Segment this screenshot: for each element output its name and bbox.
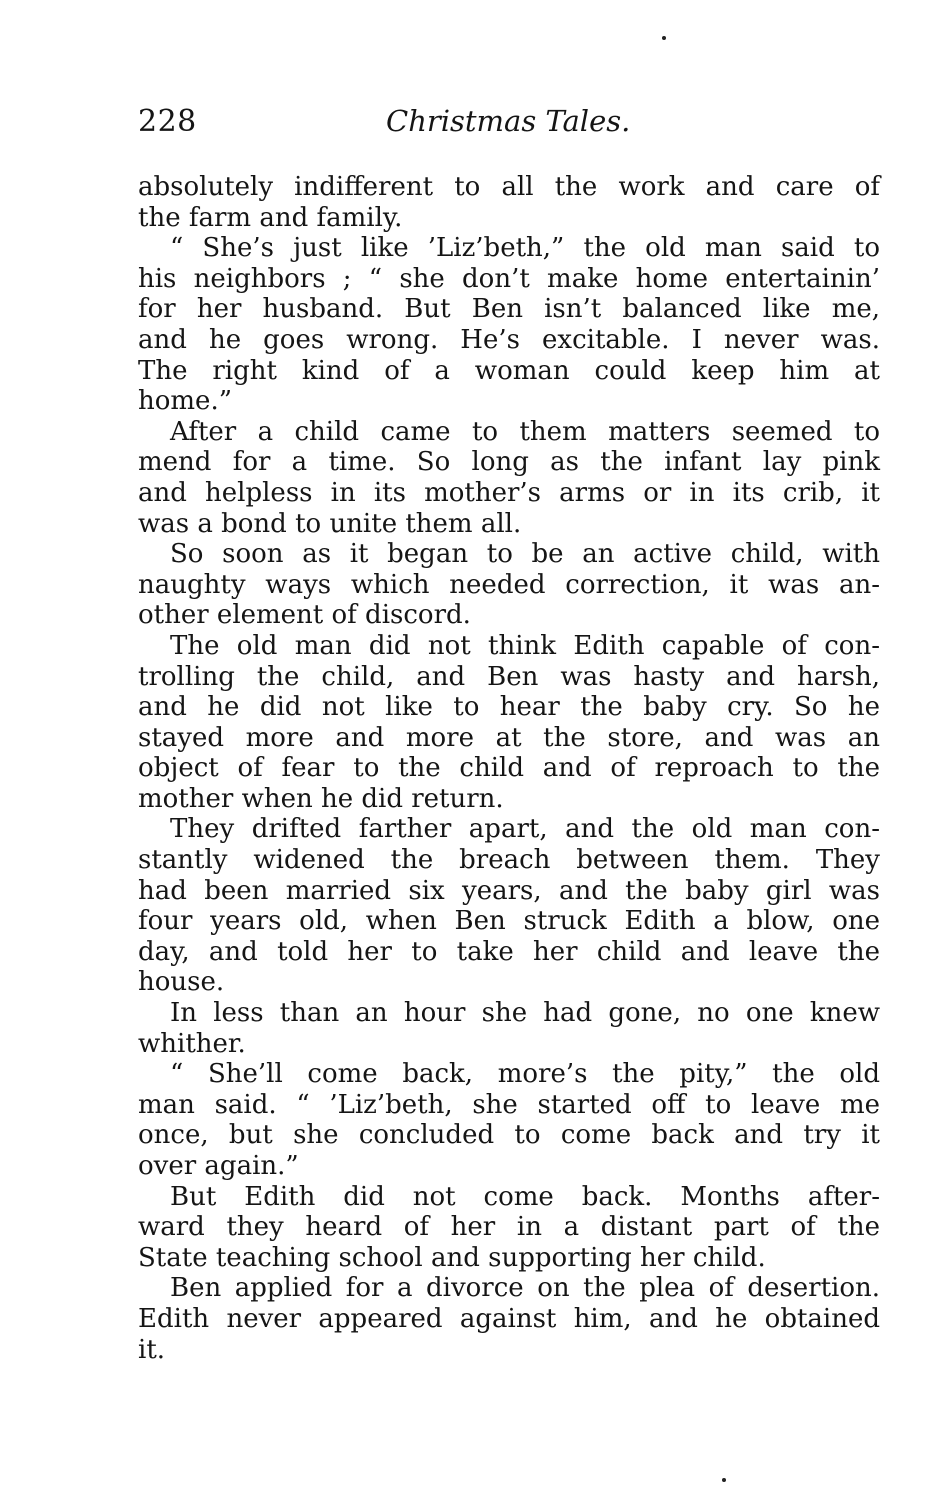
page-header: [138, 104, 878, 154]
text-line: They drifted farther apart, and the old man con-: [170, 814, 880, 845]
text-line: over again.”: [138, 1151, 299, 1181]
text-line: Edith never appeared against him, and he obtained: [138, 1303, 880, 1334]
text-line: it.: [138, 1334, 166, 1365]
text-line: day, and told her to take her child and leave the: [138, 936, 880, 967]
page-number: 228: [138, 104, 197, 139]
text-line: had been married six years, and the baby girl was: [138, 875, 880, 906]
ink-speck: [662, 36, 666, 40]
text-line: and he goes wrong. He’s excitable. I never was.: [138, 324, 880, 355]
text-line: four years old, when Ben struck Edith a blow, one: [138, 906, 880, 937]
text-line: absolutely indifferent to all the work and care of: [138, 172, 880, 202]
text-line: After a child came to them matters seemed to: [170, 416, 880, 447]
text-line: other element of discord.: [138, 600, 471, 631]
text-line: ward they heard of her in a distant part of the: [138, 1212, 880, 1243]
text-line: whither.: [138, 1028, 246, 1059]
text-line: object of fear to the child and of reproach to the: [138, 753, 880, 784]
text-line: for her husband. But Ben isn’t balanced like me,: [138, 294, 880, 325]
text-line: “ She’s just like ’Liz’beth,” the old man said to: [170, 233, 880, 264]
text-line: the farm and family.: [138, 202, 403, 233]
text-line: mother when he did return.: [138, 783, 504, 814]
text-line: his neighbors ; “ she don’t make home entertainin’: [138, 263, 880, 294]
text-line: home.”: [138, 386, 232, 417]
text-line: So soon as it began to be an active child, with: [170, 539, 880, 570]
text-line: The right kind of a woman could keep him at: [138, 355, 880, 386]
text-line: mend for a time. So long as the infant lay pink: [138, 447, 880, 478]
ink-speck: [722, 1478, 726, 1482]
text-line: In less than an hour she had gone, no one knew: [170, 998, 880, 1029]
text-line: “ She’ll come back, more’s the pity,” the old: [170, 1059, 880, 1090]
text-line: trolling the child, and Ben was hasty and harsh,: [138, 661, 880, 692]
body-text: [138, 172, 880, 1365]
text-line: State teaching school and supporting her child.: [138, 1242, 766, 1273]
text-line: and helpless in its mother’s arms or in its crib, it: [138, 477, 880, 508]
text-line: and he did not like to hear the baby cry. So he: [138, 692, 880, 723]
text-line: house.: [138, 967, 225, 998]
text-line: once, but she concluded to come back and try it: [138, 1120, 880, 1151]
text-line: man said. “ ’Liz’beth, she started off to leave me: [138, 1089, 880, 1120]
text-line: The old man did not think Edith capable of con-: [170, 630, 880, 661]
text-line: naughty ways which needed correction, it was an-: [138, 569, 880, 600]
running-title: Christmas Tales.: [386, 104, 631, 138]
text-line: was a bond to unite them all.: [138, 508, 522, 539]
text-line: Ben applied for a divorce on the plea of desertion.: [170, 1273, 880, 1304]
text-line: stayed more and more at the store, and was an: [138, 722, 880, 753]
text-line: stantly widened the breach between them. They: [138, 845, 880, 876]
text-line: But Edith did not come back. Months after-: [170, 1181, 880, 1212]
